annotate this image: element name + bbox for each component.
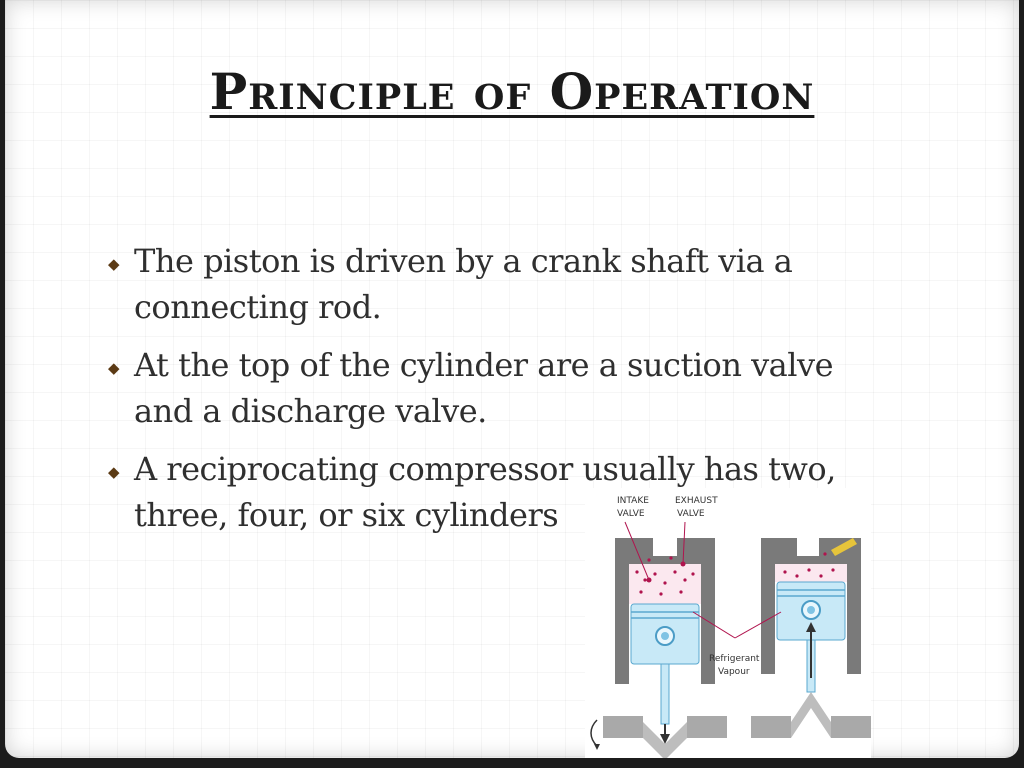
bullet-text: The piston is driven by a crank shaft via a connecting rod. — [134, 242, 793, 326]
bullet-text: At the top of the cylinder are a suction valve and a discharge valve. — [134, 346, 833, 430]
refrigerant-vapour-label-1: Refrigerant — [709, 654, 760, 664]
intake-valve-label-2: VALVE — [617, 509, 645, 519]
exhaust-valve-label-1: EXHAUST — [675, 496, 718, 506]
bullet-item — [108, 342, 898, 434]
diamond-icon: ◆ — [108, 255, 120, 273]
diamond-icon: ◆ — [108, 359, 120, 377]
refrigerant-vapour-label-2: Vapour — [718, 667, 750, 677]
exhaust-valve-label-2: VALVE — [677, 509, 705, 519]
intake-valve-label-1: INTAKE — [617, 496, 649, 506]
slide — [5, 0, 1019, 758]
bullet-text: A reciprocating compressor usually has two, three, four, or six cylinders — [134, 450, 836, 534]
slide-title: Principle of Operation — [209, 62, 815, 121]
compressor-diagram — [585, 488, 871, 758]
bullet-item — [108, 238, 898, 330]
diamond-icon: ◆ — [108, 463, 120, 481]
